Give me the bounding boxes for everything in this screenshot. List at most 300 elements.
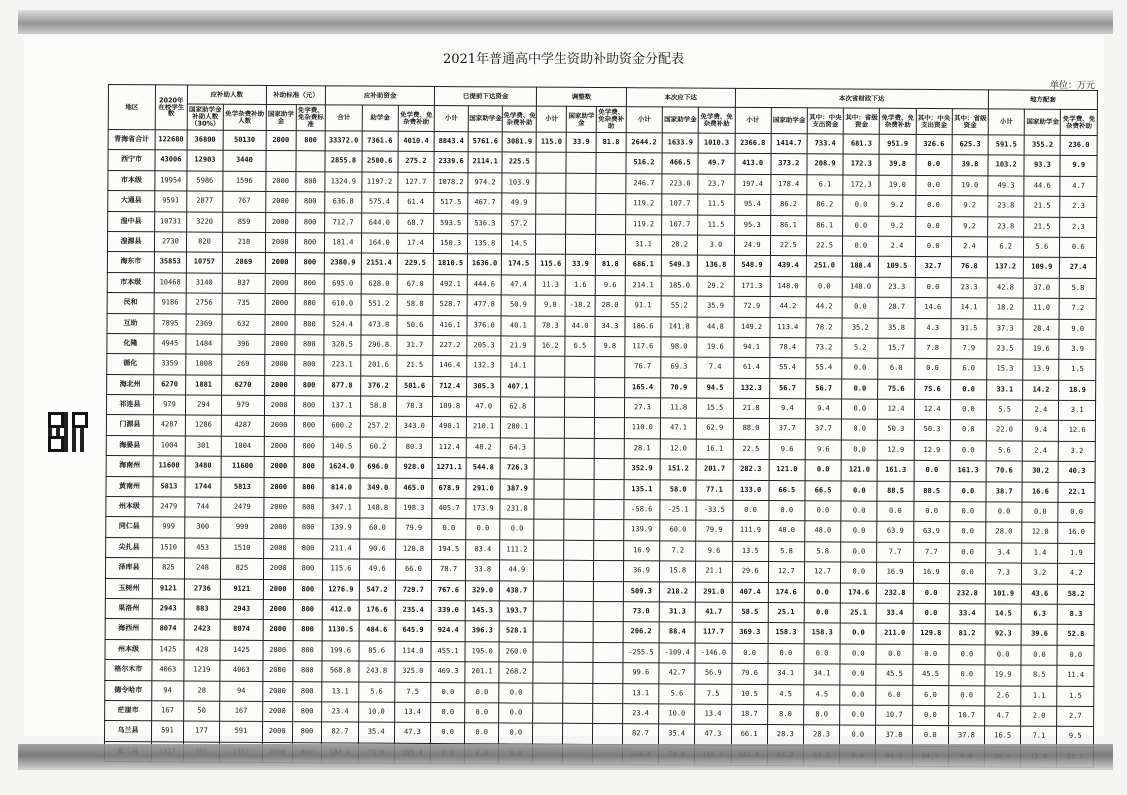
- value-cell: 8.5: [1021, 665, 1057, 686]
- value-cell: 800: [292, 640, 322, 661]
- value-cell: 2855.8: [325, 151, 361, 172]
- value-cell: 2000: [262, 701, 292, 722]
- value-cell: 18.9: [1059, 380, 1096, 401]
- value-cell: 236.0: [1061, 135, 1098, 156]
- value-cell: 9.4: [1023, 421, 1059, 442]
- value-cell: 328.5: [324, 335, 360, 356]
- value-cell: 800: [294, 416, 324, 437]
- value-cell: 9.8: [595, 336, 625, 357]
- value-cell: 9.6: [595, 275, 625, 296]
- value-cell: 14.2: [1023, 380, 1059, 401]
- value-cell: [563, 642, 593, 663]
- value-cell: 1636.0: [467, 254, 501, 275]
- value-cell: 0.6: [1060, 237, 1097, 258]
- value-cell: 36.9: [623, 561, 659, 582]
- region-cell: 青海省合计: [108, 130, 155, 151]
- subheader: 国家助学金: [468, 106, 502, 132]
- value-cell: 632: [222, 314, 265, 335]
- value-cell: 800: [293, 579, 323, 600]
- value-cell: 13.9: [1023, 359, 1059, 380]
- value-cell: 38.7: [986, 482, 1022, 503]
- value-cell: 25.1: [768, 603, 804, 624]
- value-cell: 21.5: [1024, 217, 1060, 238]
- value-cell: 7.8: [914, 338, 950, 359]
- value-cell: 0.0: [914, 461, 950, 482]
- value-cell: 376.0: [467, 315, 501, 336]
- value-cell: 979: [153, 395, 185, 416]
- value-cell: 294: [185, 395, 221, 416]
- value-cell: 0.0: [949, 685, 985, 706]
- value-cell: 9.2: [879, 195, 915, 216]
- value-cell: 33372.0: [325, 131, 361, 152]
- value-cell: 45.5: [912, 665, 948, 686]
- value-cell: 2.4: [1022, 441, 1058, 462]
- value-cell: 88.5: [877, 481, 913, 502]
- value-cell: [564, 418, 594, 439]
- header-subsidy-count: 应补助人数: [187, 85, 266, 104]
- value-cell: 7.5: [395, 682, 431, 703]
- value-cell: 5813: [153, 476, 185, 497]
- value-cell: 211.4: [323, 539, 359, 560]
- value-cell: 33.4: [949, 604, 985, 625]
- value-cell: [566, 214, 596, 235]
- value-cell: 83.4: [466, 540, 500, 561]
- value-cell: 42.8: [987, 278, 1023, 299]
- subheader: 小计: [988, 109, 1024, 135]
- value-cell: 0.0: [915, 196, 951, 217]
- value-cell: 2000: [263, 559, 293, 580]
- value-cell: 0.0: [841, 440, 877, 461]
- value-cell: 2.3: [1060, 217, 1097, 238]
- value-cell: 8.3: [1058, 604, 1095, 625]
- value-cell: 206.2: [623, 622, 659, 643]
- value-cell: 13.1: [623, 683, 659, 704]
- value-cell: 56.7: [806, 378, 842, 399]
- value-cell: -58.6: [624, 500, 660, 521]
- value-cell: 148.8: [359, 498, 395, 519]
- value-cell: 29.2: [697, 276, 733, 297]
- value-cell: [534, 560, 564, 581]
- value-cell: 58.0: [660, 480, 696, 501]
- value-cell: 132.3: [733, 378, 769, 399]
- value-cell: 137.2: [987, 257, 1023, 278]
- value-cell: [566, 193, 596, 214]
- value-cell: [566, 153, 596, 174]
- value-cell: 2644.2: [626, 133, 662, 154]
- value-cell: 0.0: [950, 400, 986, 421]
- value-cell: 22.5: [770, 236, 806, 257]
- value-cell: 9.0: [1059, 319, 1096, 340]
- value-cell: 2.7: [1057, 706, 1094, 727]
- value-cell: 0.0: [769, 501, 805, 522]
- value-cell: 0.0: [840, 664, 876, 685]
- value-cell: 2000: [263, 661, 293, 682]
- value-cell: 60.2: [360, 437, 396, 458]
- value-cell: 2000: [264, 396, 294, 417]
- value-cell: 438.7: [500, 580, 534, 601]
- value-cell: [595, 234, 625, 255]
- value-cell: 9.2: [951, 216, 987, 237]
- value-cell: 2366.8: [735, 133, 771, 154]
- value-cell: 800: [292, 702, 322, 723]
- value-cell: 82.7: [622, 724, 658, 745]
- value-cell: 21.9: [501, 336, 535, 357]
- value-cell: 39.6: [1021, 624, 1057, 645]
- value-cell: 99.6: [623, 663, 659, 684]
- value-cell: 66.1: [731, 725, 767, 746]
- value-cell: 5986: [187, 171, 223, 192]
- value-cell: 492.1: [433, 274, 467, 295]
- value-cell: 473.8: [361, 315, 397, 336]
- value-cell: 9.6: [696, 541, 732, 562]
- region-cell: 德令哈市: [105, 680, 152, 701]
- value-cell: 64.3: [500, 438, 534, 459]
- value-cell: 132.3: [467, 356, 501, 377]
- value-cell: 177: [183, 721, 219, 742]
- value-cell: 396.3: [465, 621, 499, 642]
- value-cell: 70.9: [661, 378, 697, 399]
- value-cell: 81.8: [596, 132, 626, 153]
- value-cell: 36800: [187, 130, 223, 151]
- region-cell: 祁连县: [106, 395, 153, 416]
- value-cell: 0.0: [1022, 502, 1058, 523]
- value-cell: 94.1: [733, 337, 769, 358]
- value-cell: 0.0: [840, 623, 876, 644]
- value-cell: [564, 520, 594, 541]
- value-cell: 22.5: [806, 236, 842, 257]
- value-cell: 165.4: [624, 377, 660, 398]
- value-cell: 979: [222, 395, 265, 416]
- value-cell: 76.8: [951, 257, 987, 278]
- value-cell: 201.1: [465, 662, 499, 683]
- value-cell: 291.0: [696, 582, 732, 603]
- value-cell: 58.2: [1058, 584, 1095, 605]
- value-cell: 33.9: [565, 255, 595, 276]
- value-cell: 201.6: [360, 355, 396, 376]
- subheader: 免学费、免杂费补助: [596, 106, 626, 132]
- value-cell: 16.2: [535, 336, 565, 357]
- value-cell: 10757: [186, 252, 222, 273]
- value-cell: 5.5: [987, 400, 1023, 421]
- value-cell: 548.9: [734, 256, 770, 277]
- region-cell: 乌兰县: [104, 721, 151, 742]
- value-cell: 8.0: [804, 705, 840, 726]
- value-cell: 16.0: [1058, 523, 1095, 544]
- value-cell: 455.1: [431, 641, 465, 662]
- value-cell: 2000: [264, 375, 294, 396]
- region-cell: 泽库县: [105, 558, 152, 579]
- value-cell: 76.7: [625, 357, 661, 378]
- value-cell: 0.0: [985, 645, 1021, 666]
- value-cell: 34.3: [595, 316, 625, 337]
- value-cell: 1004: [221, 436, 264, 457]
- value-cell: 712.4: [433, 376, 467, 397]
- value-cell: 231.8: [500, 499, 534, 520]
- value-cell: 7.3: [986, 563, 1022, 584]
- value-cell: 1.5: [1057, 686, 1094, 707]
- value-cell: 94: [220, 681, 263, 702]
- value-cell: 103.9: [502, 173, 536, 194]
- value-cell: -33.5: [696, 500, 732, 521]
- value-cell: 37.7: [769, 419, 805, 440]
- value-cell: 251.0: [806, 256, 842, 277]
- value-cell: 528.7: [433, 295, 467, 316]
- value-cell: 575.4: [361, 192, 397, 213]
- value-cell: 30.2: [1022, 461, 1058, 482]
- value-cell: 174.5: [502, 254, 536, 275]
- value-cell: 387.9: [500, 479, 534, 500]
- value-cell: 127.7: [398, 172, 434, 193]
- value-cell: 0.0: [432, 519, 466, 540]
- value-cell: 88.0: [733, 419, 769, 440]
- value-cell: 107.7: [662, 214, 698, 235]
- value-cell: 428: [184, 640, 220, 661]
- value-cell: 280.1: [501, 417, 535, 438]
- value-cell: 0.0: [950, 441, 986, 462]
- subheader: 免学费、免杂费补助: [698, 107, 734, 133]
- value-cell: 19954: [155, 171, 187, 192]
- value-cell: 16.9: [877, 562, 913, 583]
- value-cell: [535, 418, 565, 439]
- value-cell: 197.4: [734, 174, 770, 195]
- value-cell: 11.0: [1023, 298, 1059, 319]
- value-cell: 0.0: [466, 519, 500, 540]
- value-cell: 2000: [265, 192, 295, 213]
- value-cell: 214.1: [625, 275, 661, 296]
- value-cell: -255.5: [623, 642, 659, 663]
- value-cell: 16.5: [985, 726, 1021, 747]
- value-cell: 355.2: [1024, 135, 1060, 156]
- value-cell: 133.0: [732, 480, 768, 501]
- value-cell: 0.0: [840, 685, 876, 706]
- value-cell: [536, 193, 566, 214]
- value-cell: 28.4: [1023, 319, 1059, 340]
- value-cell: 61.4: [397, 192, 433, 213]
- value-cell: 41.7: [695, 602, 731, 623]
- value-cell: 800: [295, 273, 325, 294]
- header-region: 地区: [108, 85, 155, 130]
- value-cell: 0.0: [499, 703, 533, 724]
- value-cell: 73.0: [623, 602, 659, 623]
- value-cell: 7.2: [1060, 298, 1097, 319]
- value-cell: 114.0: [395, 641, 431, 662]
- value-cell: 111.2: [500, 540, 534, 561]
- value-cell: [564, 560, 594, 581]
- value-cell: 167: [151, 701, 183, 722]
- value-cell: [563, 601, 593, 622]
- subheader: 合计: [326, 105, 362, 131]
- value-cell: 4287: [221, 416, 264, 437]
- value-cell: 78.4: [770, 337, 806, 358]
- value-cell: 10468: [154, 273, 186, 294]
- value-cell: 39.8: [879, 155, 915, 176]
- value-cell: [533, 621, 563, 642]
- value-cell: 161.3: [877, 460, 913, 481]
- value-cell: 686.1: [625, 255, 661, 276]
- region-cell: 果洛州: [105, 598, 152, 619]
- value-cell: 62.9: [697, 419, 733, 440]
- value-cell: 56.7: [769, 378, 805, 399]
- value-cell: 1.6: [565, 275, 595, 296]
- value-cell: 974.2: [468, 172, 502, 193]
- value-cell: 516.2: [626, 153, 662, 174]
- value-cell: [565, 397, 595, 418]
- value-cell: [536, 153, 566, 174]
- header-provincial-issue: 本次省财政下达: [735, 88, 989, 109]
- value-cell: 800: [296, 131, 326, 152]
- value-cell: 2.4: [951, 237, 987, 258]
- value-cell: 81.8: [595, 255, 625, 276]
- value-cell: 2869: [222, 253, 265, 274]
- value-cell: 9.8: [535, 295, 565, 316]
- value-cell: 121.0: [769, 460, 805, 481]
- value-cell: 94.5: [697, 378, 733, 399]
- value-cell: 347.1: [323, 498, 359, 519]
- value-cell: [594, 540, 624, 561]
- value-cell: 0.0: [804, 603, 840, 624]
- value-cell: 2.3: [1060, 196, 1097, 217]
- value-cell: [536, 214, 566, 235]
- value-cell: 14.1: [501, 356, 535, 377]
- value-cell: 63.9: [877, 522, 913, 543]
- region-cell: 循化: [107, 354, 154, 375]
- value-cell: 800: [295, 212, 325, 233]
- value-cell: 201.7: [696, 459, 732, 480]
- header-adjustment: 调整数: [537, 87, 627, 107]
- value-cell: 800: [295, 192, 325, 213]
- value-cell: 625.3: [952, 135, 988, 156]
- value-cell: 7.2: [660, 541, 696, 562]
- value-cell: 22.1: [1058, 482, 1095, 503]
- region-cell: 湟中县: [108, 211, 155, 232]
- value-cell: 77.1: [696, 480, 732, 501]
- value-cell: 7.4: [697, 357, 733, 378]
- value-cell: 117.7: [695, 622, 731, 643]
- subheader: 免学费、免杂费补助: [398, 105, 434, 131]
- value-cell: 2000: [263, 538, 293, 559]
- value-cell: 57.2: [502, 213, 536, 234]
- value-cell: 1.1: [1021, 686, 1057, 707]
- header-standard: 补助标准（元）: [266, 85, 326, 104]
- value-cell: [533, 703, 563, 724]
- value-cell: 0.0: [916, 155, 952, 176]
- value-cell: 148.0: [770, 276, 806, 297]
- value-cell: 150.3: [433, 233, 467, 254]
- value-cell: 195.0: [465, 641, 499, 662]
- value-cell: 509.3: [623, 581, 659, 602]
- value-cell: 33.1: [987, 380, 1023, 401]
- subheader: 国家助学金: [662, 107, 698, 133]
- value-cell: 135.1: [624, 479, 660, 500]
- value-cell: 48.2: [466, 438, 500, 459]
- value-cell: [534, 520, 564, 541]
- qr-code-icon: [48, 412, 88, 452]
- header-this-issue: 本次应下达: [626, 88, 735, 108]
- value-cell: 453: [184, 538, 220, 559]
- value-cell: 95.3: [734, 215, 770, 236]
- value-cell: 181.4: [325, 233, 361, 254]
- value-cell: [534, 499, 564, 520]
- value-cell: 4063: [152, 660, 184, 681]
- value-cell: 78.3: [396, 396, 432, 417]
- value-cell: 56.9: [695, 663, 731, 684]
- value-cell: 2000: [263, 620, 293, 641]
- value-cell: 407.1: [501, 377, 535, 398]
- region-cell: 玉树州: [105, 578, 152, 599]
- value-cell: 19.0: [952, 175, 988, 196]
- value-cell: 544.8: [466, 458, 500, 479]
- header-students: 2020年在校学生数: [155, 85, 187, 130]
- value-cell: 0.0: [949, 563, 985, 584]
- value-cell: 149.2: [733, 317, 769, 338]
- value-cell: 4945: [154, 334, 186, 355]
- value-cell: 800: [293, 538, 323, 559]
- value-cell: 2730: [154, 232, 186, 253]
- value-cell: 3359: [154, 354, 186, 375]
- scan-edge-bottom: [18, 744, 1113, 770]
- value-cell: 88.4: [659, 622, 695, 643]
- value-cell: 17.4: [397, 233, 433, 254]
- value-cell: 13.4: [394, 702, 430, 723]
- value-cell: [593, 683, 623, 704]
- value-cell: 326.6: [916, 134, 952, 155]
- value-cell: 35.4: [659, 724, 695, 745]
- region-cell: 海南州: [106, 456, 153, 477]
- header-advance-funds: 已提前下达资金: [434, 86, 536, 106]
- value-cell: 31.3: [659, 602, 695, 623]
- value-cell: [596, 153, 626, 174]
- value-cell: 800: [292, 661, 322, 682]
- value-cell: 78.3: [535, 316, 565, 337]
- value-cell: 469.3: [431, 662, 465, 683]
- value-cell: 80.3: [396, 437, 432, 458]
- value-cell: 4.3: [915, 318, 951, 339]
- value-cell: 7.5: [695, 684, 731, 705]
- value-cell: 4010.4: [398, 131, 434, 152]
- value-cell: 501.6: [396, 376, 432, 397]
- region-cell: 格尔木市: [105, 660, 152, 681]
- value-cell: 139.9: [323, 518, 359, 539]
- value-cell: 999: [153, 517, 185, 538]
- value-cell: 110.0: [624, 418, 660, 439]
- value-cell: [593, 601, 623, 622]
- region-cell: 海北州: [107, 374, 154, 395]
- value-cell: 800: [294, 457, 324, 478]
- value-cell: [594, 418, 624, 439]
- subheader: 其中：中央支出资金: [807, 108, 843, 134]
- value-cell: 9121: [152, 578, 184, 599]
- value-cell: 0.0: [843, 195, 879, 216]
- value-cell: 79.6: [731, 663, 767, 684]
- value-cell: 591: [151, 721, 183, 742]
- scan-edge-top: [18, 10, 1113, 34]
- value-cell: 185.0: [661, 276, 697, 297]
- value-cell: 28.2: [661, 235, 697, 256]
- value-cell: 8843.4: [434, 131, 468, 152]
- value-cell: 1624.0: [323, 457, 359, 478]
- value-cell: 14.1: [951, 298, 987, 319]
- value-cell: 198.3: [396, 498, 432, 519]
- value-cell: 9.6: [805, 440, 841, 461]
- value-cell: 1286: [185, 415, 221, 436]
- value-cell: 0.0: [841, 481, 877, 502]
- value-cell: 15.5: [697, 398, 733, 419]
- value-cell: 4.2: [1058, 564, 1095, 585]
- value-cell: 16.6: [1022, 482, 1058, 503]
- value-cell: 517.5: [434, 193, 468, 214]
- value-cell: 4.5: [804, 684, 840, 705]
- value-cell: 141.8: [661, 316, 697, 337]
